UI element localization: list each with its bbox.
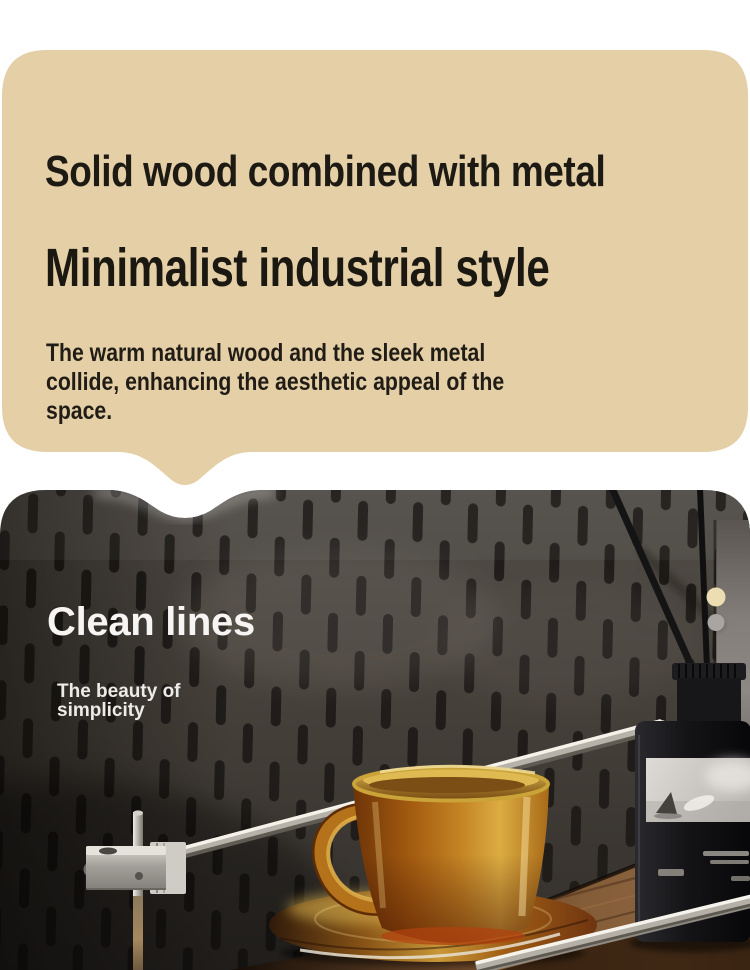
photo-headline: Clean lines — [47, 600, 255, 644]
bottle-cap — [677, 678, 741, 724]
beige-dot — [707, 588, 726, 607]
photo-caption — [57, 682, 181, 720]
photo-caption-line: simplicity — [57, 700, 145, 721]
post-lower — [133, 890, 143, 970]
card-subtitle: Solid wood combined with metal — [45, 147, 606, 196]
bottle-label — [646, 758, 750, 822]
photo-caption-line: The beauty of — [57, 681, 181, 702]
card-description-line: The warm natural wood and the sleek metal — [46, 339, 486, 367]
card-description — [46, 339, 504, 426]
photo-scene — [0, 488, 750, 970]
gray-dot — [708, 614, 725, 631]
card-description-line: space. — [46, 397, 113, 425]
cup-rim — [354, 766, 548, 800]
card-description-line: collide, enhancing the aesthetic appeal of the — [46, 368, 505, 396]
card-title: Minimalist industrial style — [45, 238, 550, 298]
